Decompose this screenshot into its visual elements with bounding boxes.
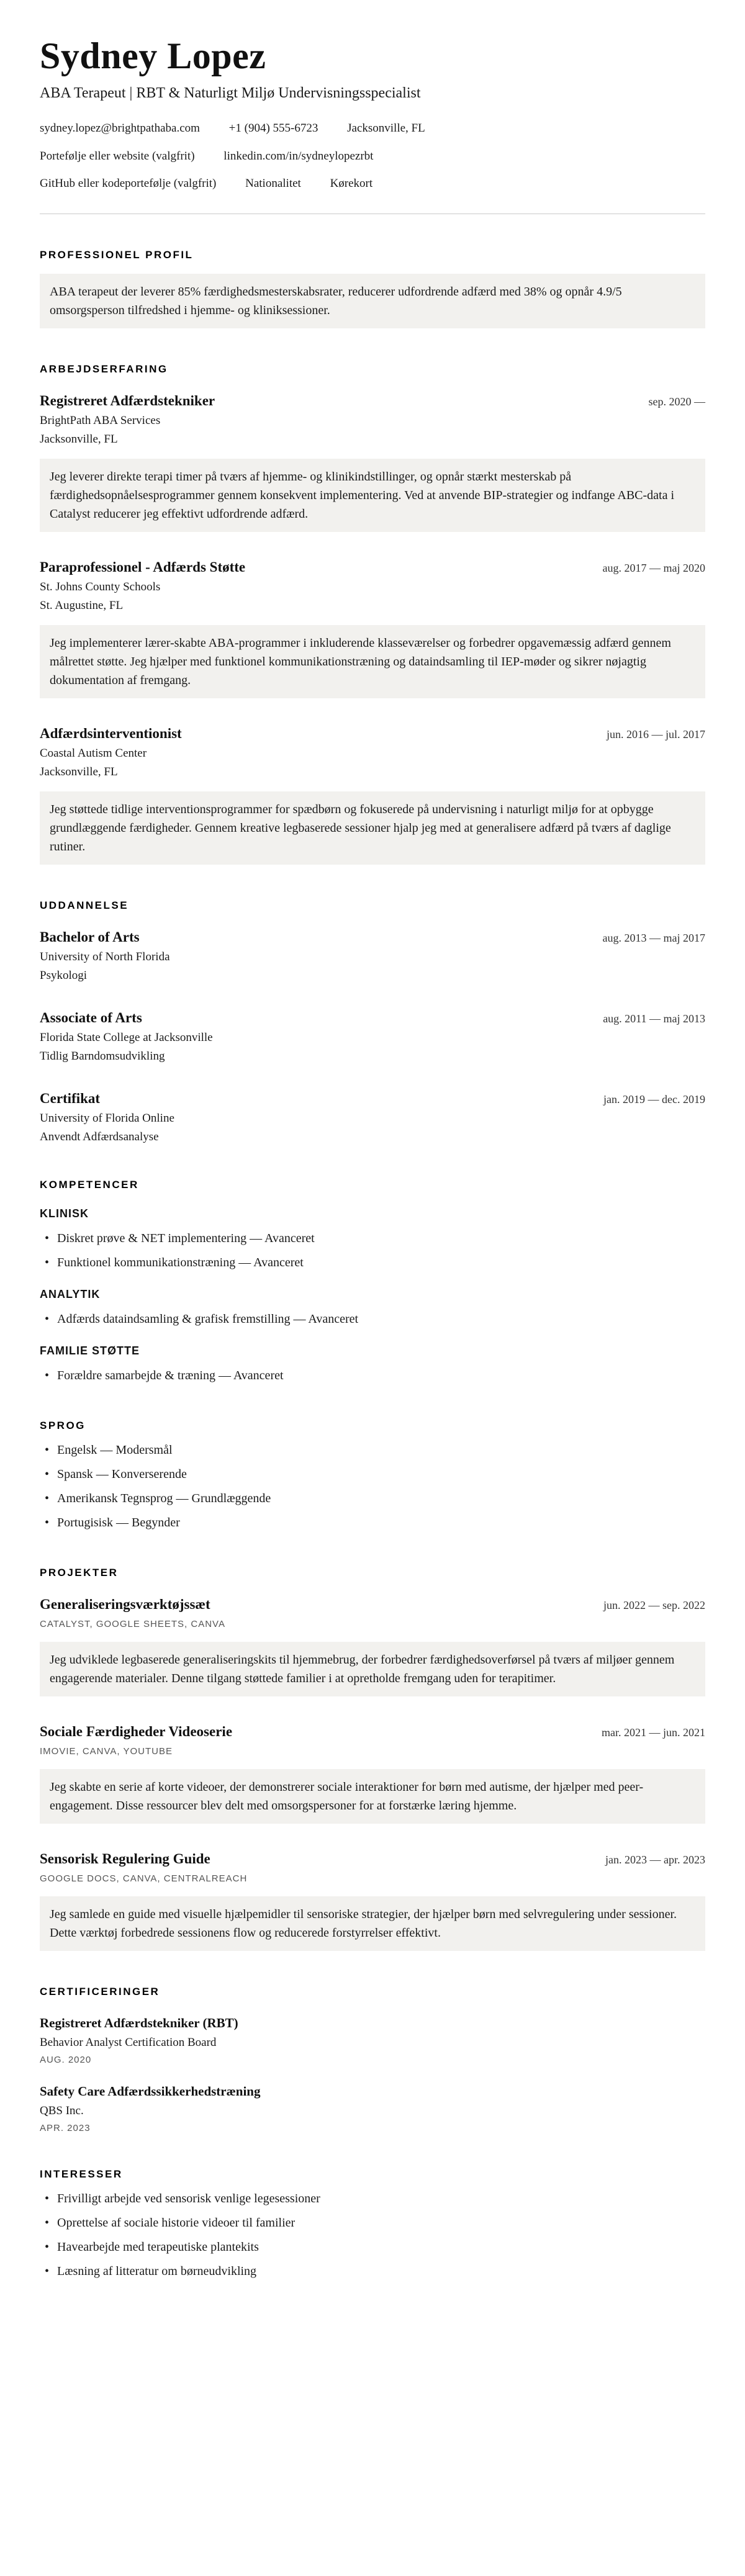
skill-group-name: KLINISK	[40, 1207, 89, 1220]
project-date-range: jan. 2023 — apr. 2023	[605, 1853, 705, 1866]
project-tools: CATALYST, GOOGLE SHEETS, CANVA	[40, 1618, 225, 1629]
experience-heading: ARBEJDSERFARING	[40, 363, 168, 375]
job-entry	[40, 393, 705, 532]
contact-location[interactable]: Jacksonville, FL	[347, 122, 425, 135]
job-description: Jeg implementerer lærer-skabte ABA-programmer i inkluderende klasseværelser og forbedrer opgavemæssig adfærd gennem målrettet støtte. Jeg hjælper med funktionel kommunikationstræning og dataindsamling til IEP-møder og sikrer nøjagtig dokumentation af fremgang.	[40, 625, 705, 698]
education-date-range: aug. 2011 — maj 2013	[603, 1012, 705, 1025]
job-date-range: sep. 2020 —	[648, 395, 705, 408]
section-languages	[40, 1420, 705, 1532]
skill-item: • Forældre samarbejde & træning — Avanceret	[40, 1366, 705, 1385]
job-location: St. Augustine, FL	[40, 598, 124, 612]
skill-group-family-support	[40, 1344, 705, 1385]
education-school: Florida State College at Jacksonville	[40, 1030, 213, 1044]
certification-entry	[40, 2084, 705, 2133]
project-description: Jeg udviklede legbaserede generaliseringskits til hjemmebrug, der forbedrer færdighedsoverførsel på tværs af miljøer gennem engagerende materialer. Denne tilgang støttede familier i at opretholde fremgang uden for terapitimer.	[40, 1642, 705, 1696]
education-field: Psykologi	[40, 968, 88, 982]
education-field: Tidlig Barndomsudvikling	[40, 1049, 165, 1063]
education-date-range: aug. 2013 — maj 2017	[602, 931, 705, 944]
job-date-range: jun. 2016 — jul. 2017	[606, 727, 705, 741]
contact-info	[40, 120, 705, 192]
skill-group-name: ANALYTIK	[40, 1287, 101, 1300]
language-item: • Engelsk — Modersmål	[40, 1441, 705, 1459]
skill-list	[40, 1310, 705, 1328]
job-location: Jacksonville, FL	[40, 765, 118, 778]
education-entry	[40, 1091, 705, 1144]
language-item: • Amerikansk Tegnsprog — Grundlæggende	[40, 1489, 705, 1508]
certification-date: APR. 2023	[40, 2122, 91, 2133]
contact-linkedin[interactable]: linkedin.com/in/sydneylopezrbt	[224, 149, 374, 163]
project-entry	[40, 1596, 705, 1696]
education-degree: Bachelor of Arts	[40, 929, 140, 945]
language-list	[40, 1441, 705, 1532]
language-item: • Spansk — Konverserende	[40, 1465, 705, 1484]
project-entry	[40, 1851, 705, 1951]
project-entry-head	[40, 1596, 705, 1613]
interest-item: • Frivilligt arbejde ved sensorisk venlige legesessioner	[40, 2189, 705, 2208]
section-experience	[40, 363, 705, 865]
contact-row-2	[40, 148, 705, 165]
project-date-range: jun. 2022 — sep. 2022	[603, 1598, 705, 1611]
project-title: Sociale Færdigheder Videoserie	[40, 1723, 233, 1739]
project-tools: GOOGLE DOCS, CANVA, CENTRALREACH	[40, 1873, 248, 1884]
job-entry-head	[40, 726, 705, 742]
job-title: Registreret Adfærdstekniker	[40, 392, 215, 408]
project-description: Jeg skabte en serie af korte videoer, der demonstrerer sociale interaktioner for børn med autisme, der hjælper med peer-engagement. Disse ressourcer blev delt med omsorgspersoner for at forstærke læring hjemme.	[40, 1769, 705, 1824]
skill-list	[40, 1366, 705, 1385]
education-date-range: jan. 2019 — dec. 2019	[603, 1092, 705, 1106]
project-entry-head	[40, 1851, 705, 1867]
project-entry	[40, 1724, 705, 1824]
education-degree: Associate of Arts	[40, 1009, 142, 1025]
education-school: University of North Florida	[40, 950, 170, 963]
skills-heading: KOMPETENCER	[40, 1178, 139, 1191]
job-description: Jeg støttede tidlige interventionsprogrammer for spædbørn og fokuserede på undervisning i naturligt miljø for at opbygge grundlæggende færdigheder. Gennem kreative legbaserede sessioner hjalp jeg med at generalisere adfærd på tværs af daglige rutiner.	[40, 791, 705, 865]
section-profile	[40, 249, 705, 328]
education-degree: Certifikat	[40, 1090, 101, 1106]
skill-list	[40, 1229, 705, 1272]
education-entry	[40, 1010, 705, 1063]
contact-github-placeholder[interactable]: GitHub eller kodeportefølje (valgfrit)	[40, 177, 217, 191]
certification-entry	[40, 2015, 705, 2065]
section-interests	[40, 2168, 705, 2281]
contact-row-3	[40, 176, 705, 192]
certification-title: Safety Care Adfærdssikkerhedstræning	[40, 2083, 261, 2099]
skill-group-analytics	[40, 1288, 705, 1328]
contact-row-1	[40, 120, 705, 137]
resume-header	[40, 35, 705, 192]
job-company: BrightPath ABA Services	[40, 413, 161, 427]
education-school: University of Florida Online	[40, 1111, 174, 1125]
certification-date: AUG. 2020	[40, 2054, 92, 2065]
skill-item: • Diskret prøve & NET implementering — Avanceret	[40, 1229, 705, 1248]
job-title: Adfærdsinterventionist	[40, 725, 182, 741]
project-date-range: mar. 2021 — jun. 2021	[602, 1726, 705, 1739]
skill-group-clinical	[40, 1207, 705, 1272]
section-skills	[40, 1179, 705, 1385]
project-title: Sensorisk Regulering Guide	[40, 1850, 210, 1867]
job-title: Paraprofessionel - Adfærds Støtte	[40, 559, 246, 575]
skill-group-name: FAMILIE STØTTE	[40, 1344, 140, 1357]
education-entry	[40, 929, 705, 983]
language-item: • Portugisisk — Begynder	[40, 1513, 705, 1532]
job-entry-head	[40, 559, 705, 575]
project-tools: IMOVIE, CANVA, YOUTUBE	[40, 1745, 173, 1757]
skill-item: • Funktionel kommunikationstræning — Avanceret	[40, 1253, 705, 1272]
section-certifications	[40, 1986, 705, 2133]
certifications-heading: CERTIFICERINGER	[40, 1985, 160, 1997]
profile-summary: ABA terapeut der leverer 85% færdighedsmesterskabsrater, reducerer udfordrende adfærd med 38% og opnår 4.9/5 omsorgsperson tilfredshed i hjemme- og kliniksessioner.	[40, 274, 705, 328]
education-entry-head	[40, 1091, 705, 1107]
job-entry	[40, 559, 705, 698]
job-date-range: aug. 2017 — maj 2020	[602, 561, 705, 574]
profile-heading: PROFESSIONEL PROFIL	[40, 248, 194, 261]
projects-heading: PROJEKTER	[40, 1566, 119, 1578]
languages-heading: SPROG	[40, 1419, 86, 1431]
certification-issuer: Behavior Analyst Certification Board	[40, 2035, 217, 2049]
education-entry-head	[40, 929, 705, 945]
section-education	[40, 899, 705, 1144]
section-projects	[40, 1567, 705, 1951]
education-entry-head	[40, 1010, 705, 1026]
interest-list	[40, 2189, 705, 2281]
job-company: St. Johns County Schools	[40, 580, 161, 593]
job-entry	[40, 726, 705, 865]
interest-item: • Læsning af litteratur om børneudvikling	[40, 2262, 705, 2281]
project-title: Generaliseringsværktøjssæt	[40, 1596, 210, 1612]
job-entry-head	[40, 393, 705, 409]
contact-nationality-placeholder[interactable]: Nationalitet	[245, 177, 301, 191]
project-entry-head	[40, 1724, 705, 1740]
interests-heading: INTERESSER	[40, 2168, 123, 2180]
certification-issuer: QBS Inc.	[40, 2104, 84, 2117]
certification-title: Registreret Adfærdstekniker (RBT)	[40, 2015, 238, 2030]
project-description: Jeg samlede en guide med visuelle hjælpemidler til sensoriske strategier, der hjælper børn med selvregulering under sessioner. Dette værktøj forbedrede sessionens flow og reducerede forstyrrelser effektivt.	[40, 1896, 705, 1951]
education-field: Anvendt Adfærdsanalyse	[40, 1130, 159, 1143]
candidate-name: Sydney Lopez	[40, 35, 266, 76]
contact-website-placeholder[interactable]: Portefølje eller website (valgfrit)	[40, 149, 195, 163]
skill-item: • Adfærds dataindsamling & grafisk fremstilling — Avanceret	[40, 1310, 705, 1328]
job-location: Jacksonville, FL	[40, 432, 118, 446]
job-company: Coastal Autism Center	[40, 746, 147, 760]
job-description: Jeg leverer direkte terapi timer på tværs af hjemme- og klinikindstillinger, og opnår stærkt mesterskab på færdighedsopnåelsesprogrammer gennem konsekvent implementering. Ved at anvende BIP-strategier og indfange ABC-data i Catalyst reducerer jeg effektivt udfordrende adfærd.	[40, 459, 705, 532]
contact-license-placeholder[interactable]: Kørekort	[330, 177, 373, 191]
education-heading: UDDANNELSE	[40, 899, 129, 911]
interest-item: • Oprettelse af sociale historie videoer til familier	[40, 2213, 705, 2232]
interest-item: • Havearbejde med terapeutiske plantekits	[40, 2238, 705, 2256]
contact-email[interactable]: sydney.lopez@brightpathaba.com	[40, 122, 200, 135]
candidate-job-title: ABA Terapeut | RBT & Naturligt Miljø Undervisningsspecialist	[40, 85, 421, 101]
contact-phone[interactable]: +1 (904) 555-6723	[228, 122, 318, 135]
